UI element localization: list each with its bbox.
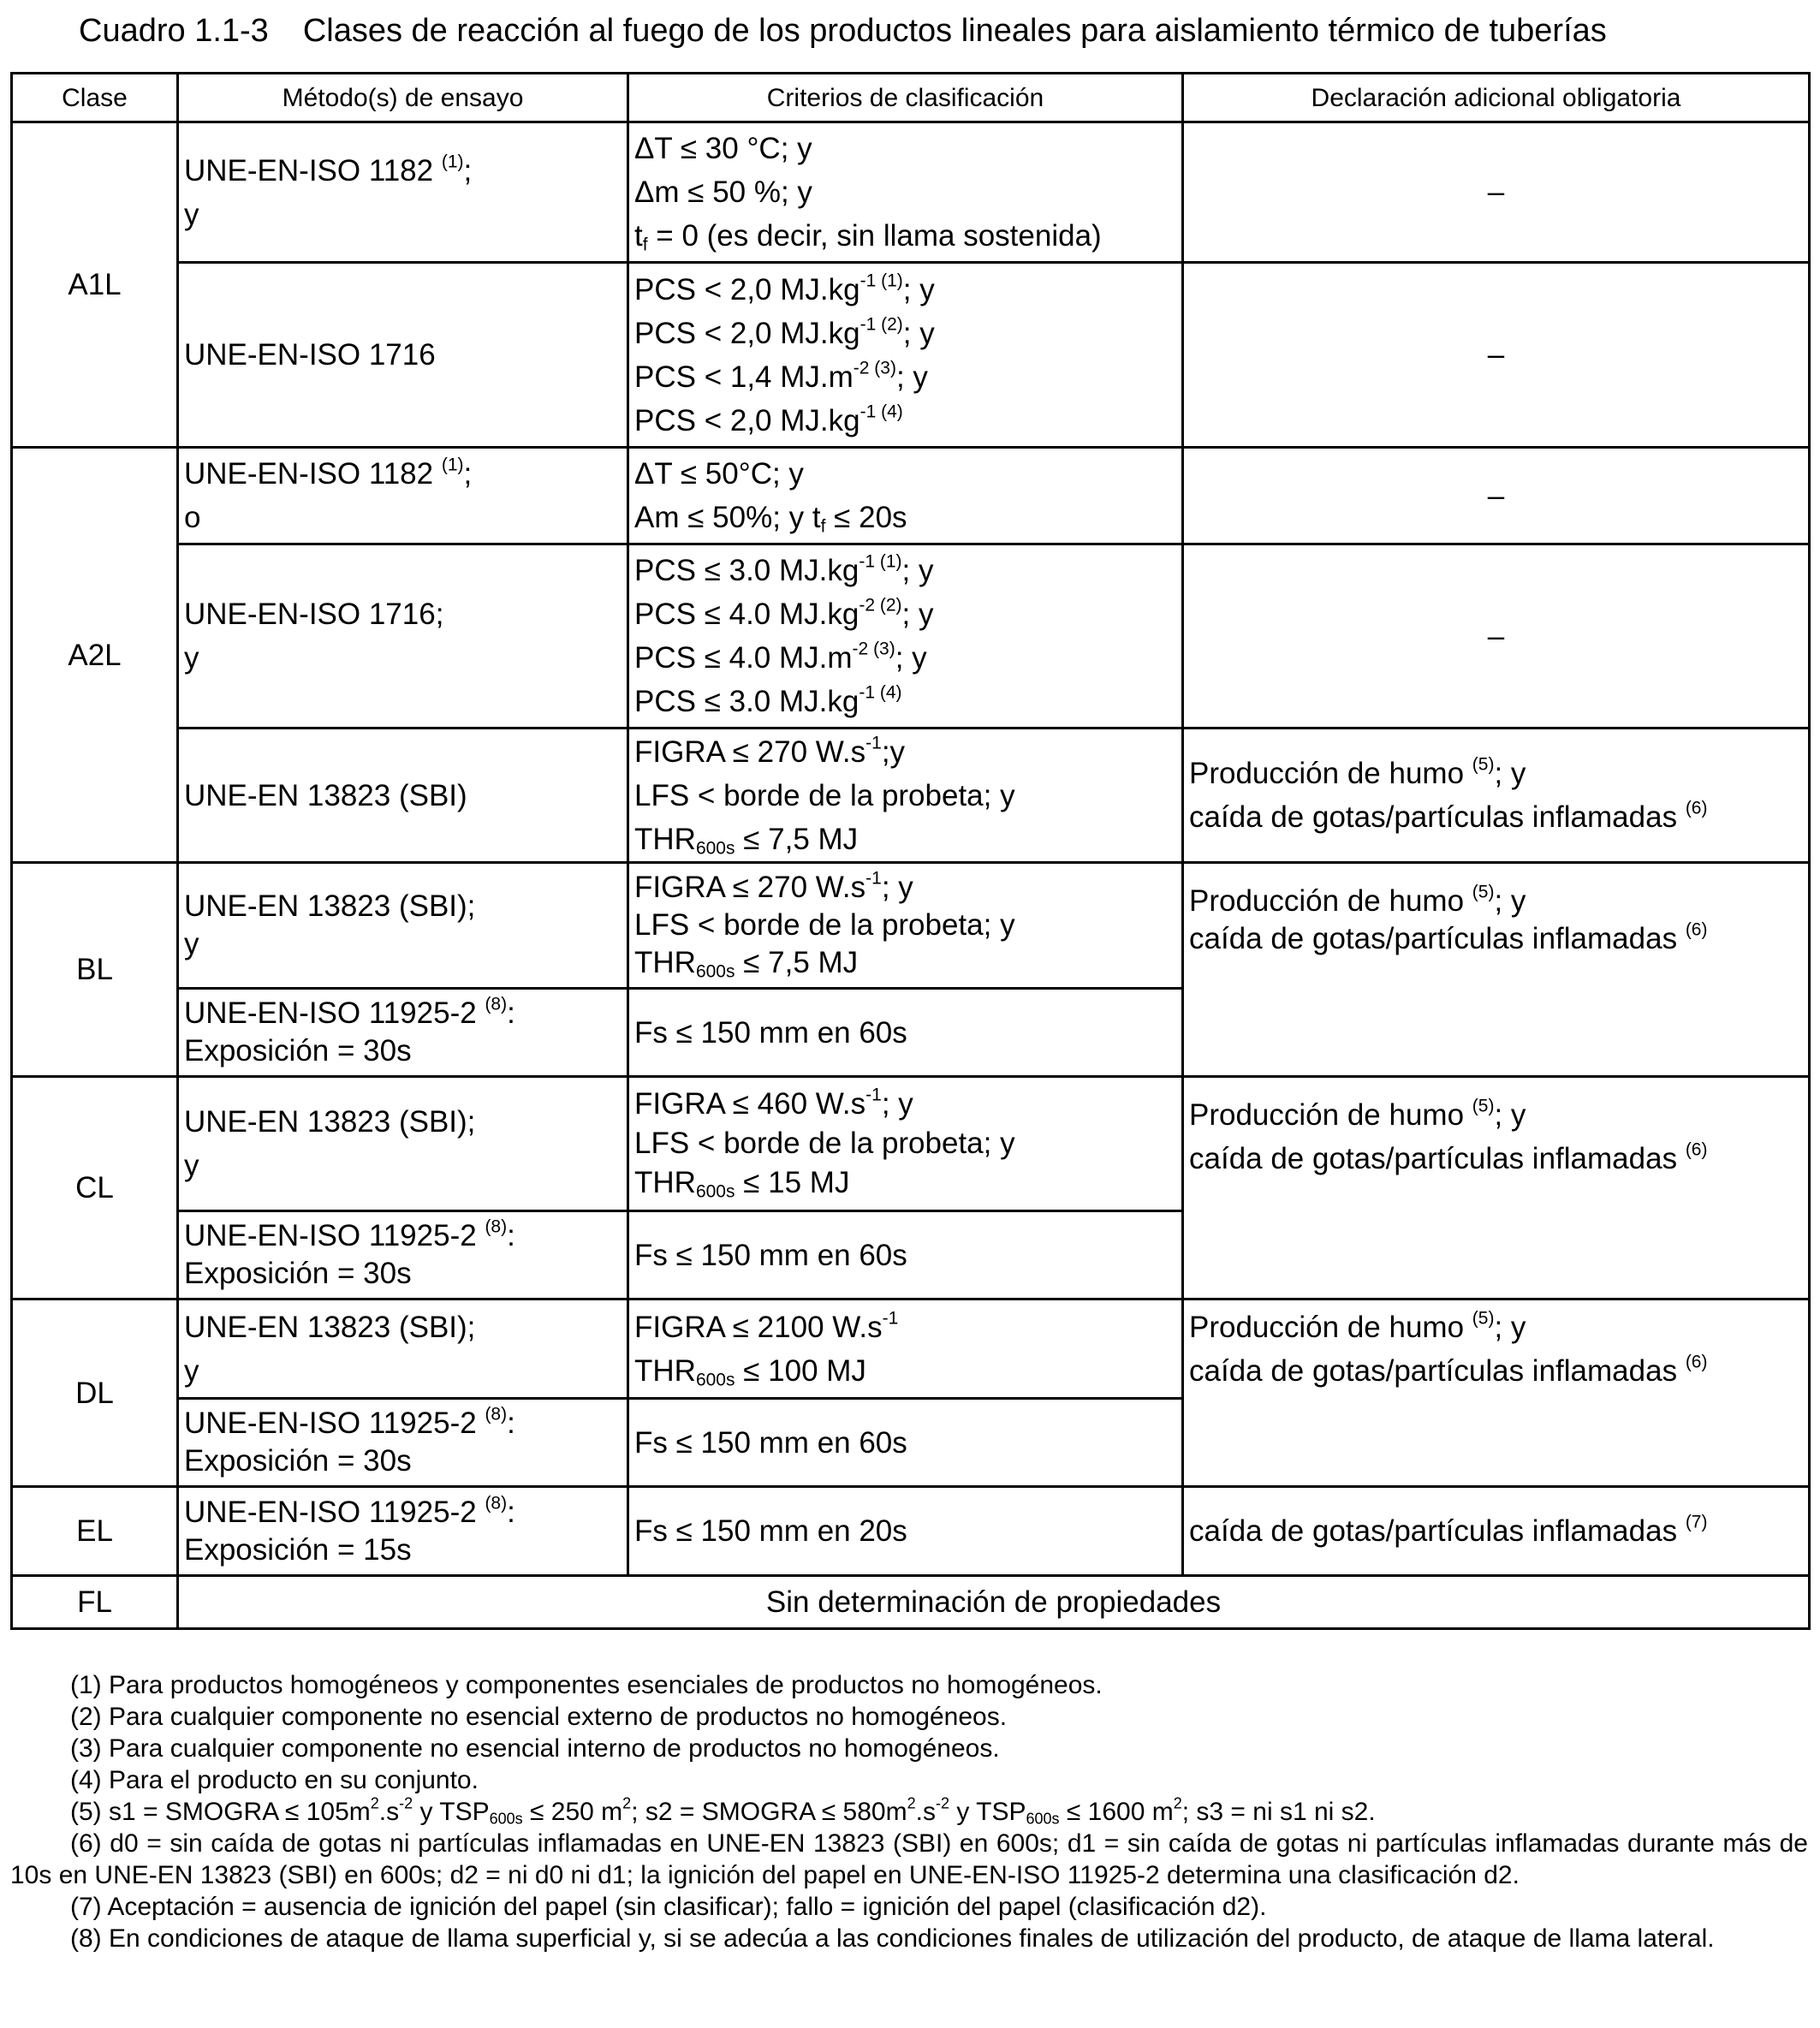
table-row [12,448,1810,544]
criteria-cell: Fs ≤ 150 mm en 60s [628,989,1183,1077]
criteria-cell: FIGRA ≤ 2100 $W.s^{-1}$ $THR_{600s} \le 100$ MJ [628,1299,1183,1399]
method-cell: UNE-EN-ISO 1182 $^{(1)}$; o [178,448,628,544]
declaration-cell: Producción de humo $^{(5)}$; y caída de gotas/partículas inflamadas $^{(6)}$ [1183,1299,1810,1487]
declaration-cell: – [1183,448,1810,544]
header-clase: Clase [12,74,178,122]
caption-number: Cuadro 1.1-3 [79,13,269,49]
footnote-6: (6) d0 = sin caída de gotas ni partículas inflamadas en UNE-EN 13823 (SBI) en 600s; d1 = sin caída de gotas ni partículas inflamadas durante más de 10s en UNE-EN 13823 (SBI) en 600s; d2 = ni d0 ni d1; la ignición del papel en UNE-EN-ISO 11925-2 determina una clasificación d2. [10,1829,1808,1889]
caption-title: Clases de reacción al fuego de los productos lineales para aislamiento térmico de tuberías [302,13,1607,49]
criteria-cell: FIGRA ≤ 270 $W.s^{-1};y$ LFS < borde de la probeta; y $THR_{600s} \le 7,5$ MJ [628,729,1183,863]
criteria-cell: PCS < 2,0 $MJ.kg^{-1 (1)}$; y PCS < 2,0 $MJ.kg^{-1 (2)}$; y PCS < 1,4 $MJ.m^{-2 (3)}$; y PCS < 2,0 $MJ.kg^{-1 (4)}$ [628,263,1183,448]
declaration-cell: Producción de humo $^{(5)}$; y caída de gotas/partículas inflamadas $^{(6)}$ [1183,863,1810,1077]
method-cell: UNE-EN-ISO 11925-2 $^{(8)}$: Exposición = 30s [178,1211,628,1299]
fl-no-determination: Sin determinación de propiedades [178,1576,1810,1629]
table-row [12,729,1810,863]
table-row [12,1299,1810,1399]
table-row [12,1576,1810,1629]
method-cell: UNE-EN 13823 (SBI); y [178,1077,628,1211]
declaration-cell: Producción de humo $^{(5)}$; y caída de gotas/partículas inflamadas $^{(6)}$ [1183,729,1810,863]
class-cell: BL [12,863,178,1077]
class-cell: CL [12,1077,178,1299]
class-cell: FL [12,1576,178,1629]
table-row [12,544,1810,729]
header-criterios: Criterios de clasificación [628,74,1183,122]
method-cell: UNE-EN-ISO 1716; y [178,544,628,729]
method-cell: UNE-EN-ISO 11925-2 $^{(8)}$: Exposición = 30s [178,1399,628,1487]
method-cell: UNE-EN 13823 (SBI); y [178,1299,628,1399]
table-row [12,263,1810,448]
class-cell: A2L [12,448,178,863]
table-row [12,1487,1810,1576]
footnote-7: (7) Aceptación = ausencia de ignición del papel (sin clasificar); fallo = ignición del papel (clasificación d2). [70,1893,1267,1921]
header-metodos: Método(s) de ensayo [178,74,628,122]
table-caption [79,7,1791,55]
criteria-cell: Fs ≤ 150 mm en 60s [628,1399,1183,1487]
criteria-cell: Fs ≤ 150 mm en 60s [628,1211,1183,1299]
table-row [12,122,1810,263]
reaction-to-fire-table [10,72,1811,1630]
footnote-1: (1) Para productos homogéneos y componentes esenciales de productos no homogéneos. [70,1671,1103,1699]
criteria-cell: Fs ≤ 150 mm en 20s [628,1487,1183,1576]
declaration-cell: caída de gotas/partículas inflamadas $^{(7)}$ [1183,1487,1810,1576]
header-row [12,74,1810,122]
table-row [12,863,1810,989]
method-cell: UNE-EN-ISO 11925-2 $^{(8)}$: Exposición = 30s [178,989,628,1077]
footnote-5: (5) s1 = SMOGRA ≤ $105m^2.s^{-2}$ y $TSP_{600s} \le 250$ $m^2$; s2 = SMOGRA ≤ $580m^2.s^{-2}$ y $TSP_{600s} \le 1600$ $m^2$; s3 = ni s1 ni s2. [70,1794,1376,1828]
method-cell: UNE-EN 13823 (SBI); y [178,863,628,989]
footnote-4: (4) Para el producto en su conjunto. [70,1766,479,1794]
declaration-cell: – [1183,263,1810,448]
declaration-cell: Producción de humo $^{(5)}$; y caída de gotas/partículas inflamadas $^{(6)}$ [1183,1077,1810,1299]
footnotes [10,1669,1808,1954]
criteria-cell: PCS ≤ 3.0 $MJ.kg^{-1 (1)}$; y PCS ≤ 4.0 $MJ.kg^{-2 (2)}$; y PCS ≤ 4.0 $MJ.m^{-2 (3)}$; y PCS ≤ 3.0 $MJ.kg^{-1 (4)}$ [628,544,1183,729]
footnote-8: (8) En condiciones de ataque de llama superficial y, si se adecúa a las condiciones finales de utilización del producto, de ataque de llama lateral. [70,1924,1715,1953]
method-cell: UNE-EN-ISO 11925-2 $^{(8)}$: Exposición = 15s [178,1487,628,1576]
criteria-cell: ΔT ≤ 30 °C; y Δm ≤ 50 %; y $t_f = 0$ (es decir, sin llama sostenida) [628,122,1183,263]
criteria-cell: FIGRA ≤ 460 $W.s^{-1}$; y LFS < borde de la probeta; y $THR_{600s} \le 15$ MJ [628,1077,1183,1211]
declaration-cell: – [1183,544,1810,729]
class-cell: A1L [12,122,178,448]
declaration-cell: – [1183,122,1810,263]
method-cell: UNE-EN-ISO 1716 [178,263,628,448]
method-cell: UNE-EN-ISO 1182 $^{(1)}$; y [178,122,628,263]
criteria-cell: FIGRA ≤ 270 $W.s^{-1}$; y LFS < borde de la probeta; y $THR_{600s} \le 7,5$ MJ [628,863,1183,989]
header-declaracion: Declaración adicional obligatoria [1183,74,1810,122]
footnote-3: (3) Para cualquier componente no esencial interno de productos no homogéneos. [70,1734,1000,1763]
footnote-2: (2) Para cualquier componente no esencial externo de productos no homogéneos. [70,1703,1008,1731]
method-cell: UNE-EN 13823 (SBI) [178,729,628,863]
table-row [12,1077,1810,1211]
class-cell: EL [12,1487,178,1576]
criteria-cell: ΔT ≤ 50°C; y Am ≤ 50%; y $t_f \le 20s$ [628,448,1183,544]
class-cell: DL [12,1299,178,1487]
